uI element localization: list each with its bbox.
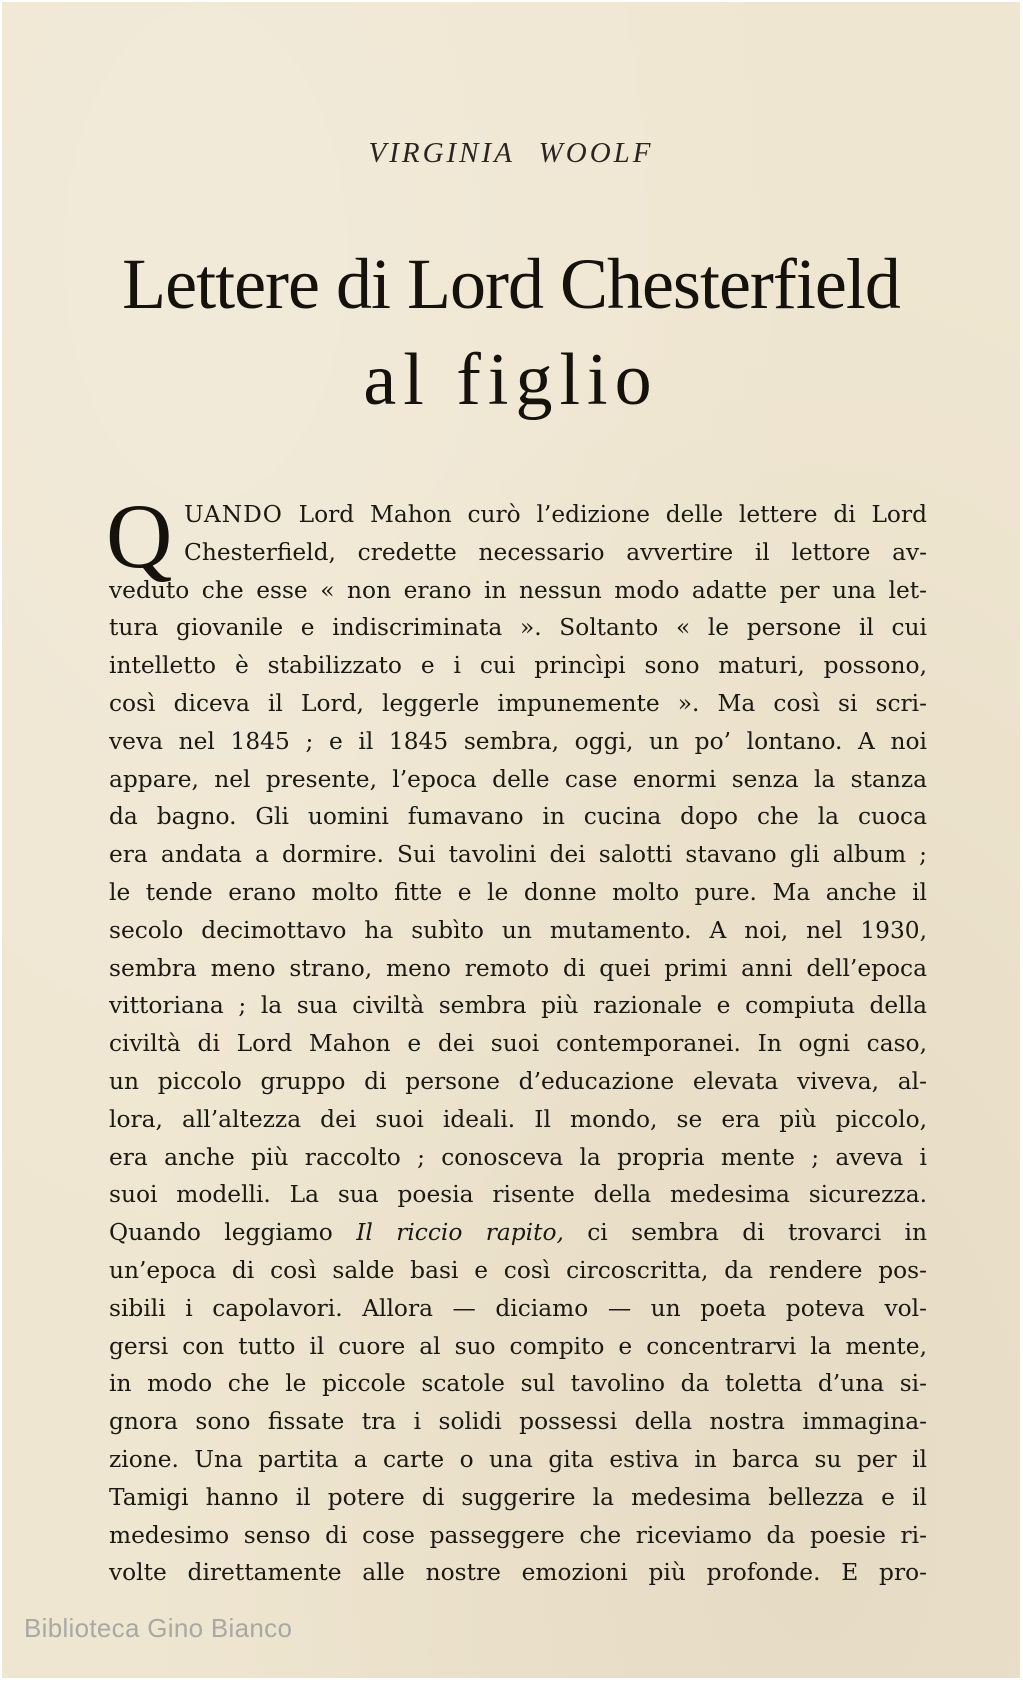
text-line: volte direttamente alle nostre emozioni più profonde. E pro-	[109, 1559, 927, 1587]
text-line: veva nel 1845 ; e il 1845 sembra, oggi, un po’ lontano. A noi	[109, 727, 927, 755]
title-line-2: al figlio	[363, 339, 659, 421]
text-line: le tende erano molto fitte e le donne molto pure. Ma anche il	[109, 878, 927, 906]
text-fragment: Lord Mahon curò l’edizione delle lettere di Lord	[282, 501, 927, 528]
text-line: in modo che le piccole scatole sul tavolino da toletta d’una si-	[109, 1370, 927, 1398]
lead-smallcaps: UANDO	[184, 501, 283, 528]
text-fragment: Quando leggiamo	[109, 1219, 357, 1247]
text-line: era anche più raccolto ; conosceva la propria mente ; aveva i	[109, 1143, 927, 1171]
text-line: da bagno. Gli uomini fumavano in cucina dopo che la cuoca	[109, 803, 927, 831]
book-title-italic: Il riccio rapito,	[356, 1219, 564, 1247]
title-line-1: Lettere di Lord Chesterfield	[122, 244, 900, 324]
text-line: Chesterfield, credette necessario avvertire il lettore av-	[184, 538, 927, 566]
text-line: un piccolo gruppo di persone d’educazione elevata viveva, al-	[109, 1067, 927, 1095]
text-line: medesimo senso di cose passeggere che riceviamo da poesie ri-	[109, 1521, 927, 1549]
text-line: un’epoca di così salde basi e così circoscritta, da rendere pos-	[109, 1256, 927, 1284]
text-line: sibili i capolavori. Allora — diciamo — un poeta poteva vol-	[109, 1294, 927, 1322]
author-name: VIRGINIA WOOLF	[368, 137, 654, 169]
drop-cap: Q	[106, 485, 173, 587]
text-line	[109, 496, 927, 534]
text-fragment: ci sembra di trovarci in	[563, 1219, 927, 1247]
text-line: era andata a dormire. Sui tavolini dei salotti stavano gli album ;	[109, 841, 927, 869]
text-line: Tamigi hanno il potere di suggerire la medesima bellezza e il	[109, 1483, 927, 1511]
text-line: gersi con tutto il cuore al suo compito e concentrarvi la mente,	[109, 1332, 927, 1360]
text-line: così diceva il Lord, leggerle impunemente ». Ma così si scri-	[109, 689, 927, 717]
text-line	[109, 1214, 927, 1252]
text-line: gnora sono fissate tra i solidi possessi della nostra immagina-	[109, 1408, 927, 1436]
text-line: secolo decimottavo ha subìto un mutamento. A noi, nel 1930,	[109, 916, 927, 944]
text-line: suoi modelli. La sua poesia risente della medesima sicurezza.	[109, 1181, 927, 1209]
text-line: sembra meno strano, meno remoto di quei primi anni dell’epoca	[109, 954, 927, 982]
text-line: appare, nel presente, l’epoca delle case enormi senza la stanza	[109, 765, 927, 793]
text-line: veduto che esse « non erano in nessun modo adatte per una let-	[109, 576, 927, 604]
text-line: intelletto è stabilizzato e i cui princìpi sono maturi, possono,	[109, 652, 927, 680]
text-line: lora, all’altezza dei suoi ideali. Il mondo, se era più piccolo,	[109, 1105, 927, 1133]
text-line: civiltà di Lord Mahon e dei suoi contemporanei. In ogni caso,	[109, 1030, 927, 1058]
text-line: zione. Una partita a carte o una gita estiva in barca su per il	[109, 1445, 927, 1473]
article-body	[109, 496, 927, 1592]
text-line: tura giovanile e indiscriminata ». Soltanto « le persone il cui	[109, 614, 927, 642]
library-watermark: Biblioteca Gino Bianco	[24, 1613, 293, 1643]
book-page	[2, 2, 1020, 1678]
text-line: vittoriana ; la sua civiltà sembra più razionale e compiuta della	[109, 992, 927, 1020]
